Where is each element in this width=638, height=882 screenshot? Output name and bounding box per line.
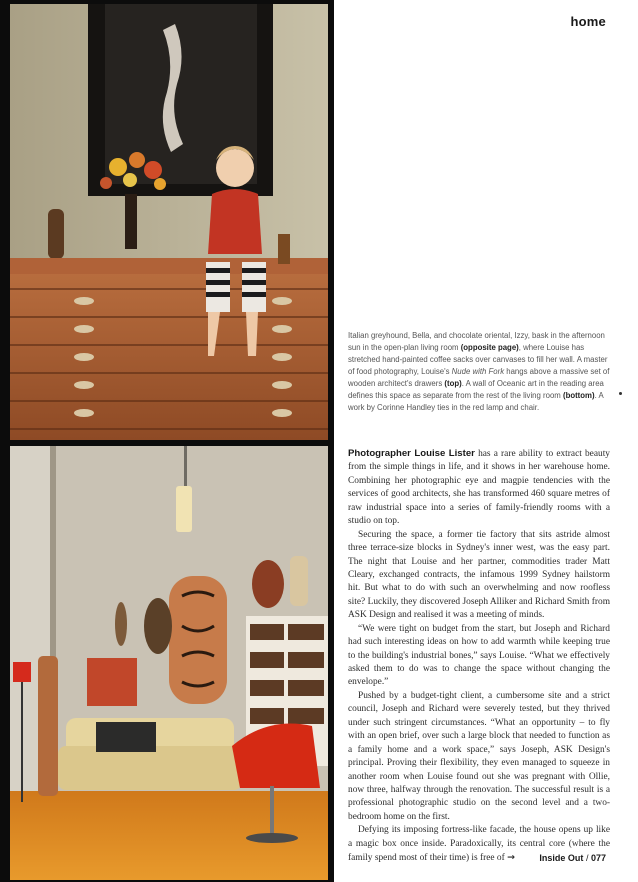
photo-caption: Italian greyhound, Bella, and chocolate oriental, Izzy, bask in the afternoon sun in the open-plan living room (opposite page), where Louise has stretched hand-painted coffee sacks over canvases to fill her wall. A master of food photography, Louise's Nude with Fork hangs above a massive set of wooden architect's drawers (top). A wall of Oceanic art in the reading area defines this space as separate from the rest of the living room (bottom). A work by Corinne Handley ties in the red lamp and chair. [348, 331, 610, 413]
article-paragraph-2: Securing the space, a former tie factory that sits astride almost three terrace-size blocks in Sydney's inner west, was the easy part. The night that Louise and her partner, commodities trader Matt Cleary, exchanged contracts, the infamous 1999 Sydney hailstorm hit. But what to do with such an overwhelming and now roofless site? Luckily, they discovered Joseph Alliker and Richard Smith from ASK Design and realised it was a meeting of minds. [348, 529, 610, 621]
photo-oceanic-art-wall [10, 446, 328, 880]
article-paragraph-3: “We were tight on budget from the start, but Joseph and Richard had such interesting ideas on how to add warmth while keeping true to the building's industrial bones,” says Louise. “What we effectively asked them to do was to change the space without changing the envelope.” [348, 623, 610, 688]
lead-in: Photographer Louise Lister [348, 448, 475, 459]
article-body [348, 447, 610, 866]
page-footer: Inside Out / 077 [539, 853, 606, 863]
photo-top-drawers [10, 4, 328, 440]
photo-child-on-drawers [10, 4, 328, 440]
article-paragraph-4: Pushed by a budget-tight client, a cumbersome site and a strict council, Joseph and Richard were severely tested, but they thrived under such stringent circumstances. “What an opportunity – to fly with an open brief, over such a large block that needed to function as a family home and a work space,” says Joseph, ASK Design's principal. Proving their flexibility, they even managed to squeeze in another room when Louise found out she was pregnant with Ollie, now three, halfway through the renovation. The successful result is a professional photographic studio on the second level and a two-bedroom home on the first. [348, 690, 610, 822]
section-label: home [570, 14, 606, 29]
article-paragraph-5: Defying its imposing fortress-like facade, the house opens up like a magic box once inside. Paradoxically, its central core (where the family spend most of their time) is free of → [348, 825, 610, 864]
photo-bottom-reading-area [10, 446, 328, 880]
page-number: 077 [590, 853, 606, 863]
continue-arrow-icon: → [507, 852, 515, 864]
margin-dot [619, 392, 622, 395]
magazine-name: Inside Out [539, 853, 584, 863]
article-paragraph-1: Photographer Louise Lister has a rare ability to extract beauty from the simple things in life, and it shows in her warehouse home. Combining her photographic eye and magpie tendencies with the services of good architects, she has transformed 460 square metres of raw industrial space into a series of family-friendly rooms with a studio on top. [348, 448, 610, 527]
